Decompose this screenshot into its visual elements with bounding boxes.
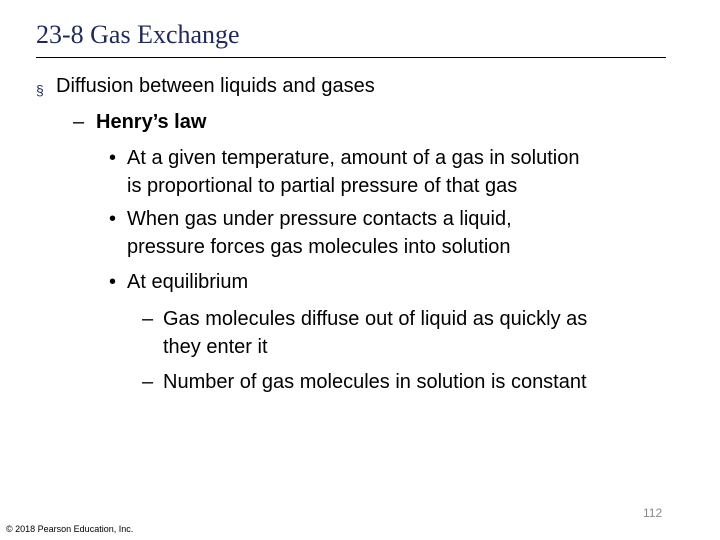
- point-line: When gas under pressure contacts a liquid,: [127, 208, 512, 230]
- subheading-henrys-law: Henry’s law: [96, 111, 207, 133]
- section-bullet-icon: §: [36, 82, 44, 98]
- sub-point-line: they enter it: [163, 336, 268, 358]
- slide-title: 23-8 Gas Exchange: [36, 20, 240, 49]
- dash-icon: –: [142, 308, 154, 330]
- bullet-dot-icon: •: [109, 208, 117, 230]
- point-line: At equilibrium: [127, 271, 249, 293]
- title-divider: [36, 57, 666, 58]
- bullet-text-diffusion: Diffusion between liquids and gases: [56, 75, 375, 97]
- sub-point-line: Gas molecules diffuse out of liquid as quickly as: [163, 308, 588, 330]
- page-number: 112: [643, 506, 663, 520]
- copyright-notice: © 2018 Pearson Education, Inc.: [6, 524, 134, 534]
- dash-icon: –: [73, 111, 85, 133]
- point-line: pressure forces gas molecules into solution: [127, 236, 511, 258]
- point-line: is proportional to partial pressure of that gas: [127, 175, 518, 197]
- point-line: At a given temperature, amount of a gas in solution: [127, 147, 580, 169]
- bullet-dot-icon: •: [109, 147, 117, 169]
- sub-point-line: Number of gas molecules in solution is constant: [163, 371, 587, 393]
- bullet-dot-icon: •: [109, 271, 117, 293]
- dash-icon: –: [142, 371, 154, 393]
